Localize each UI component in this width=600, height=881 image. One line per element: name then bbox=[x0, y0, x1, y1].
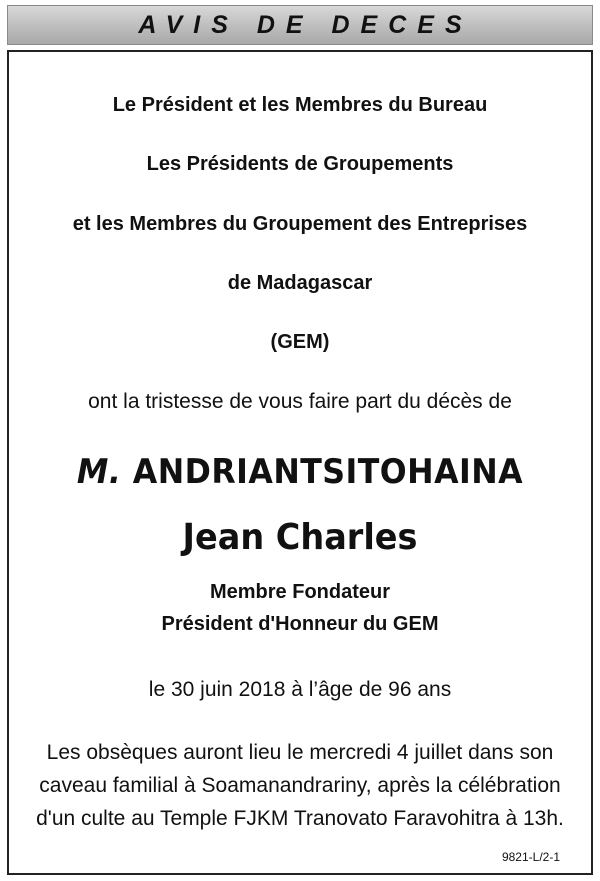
org-line-1: Le Président et les Membres du Bureau bbox=[112, 94, 488, 116]
role-founder: Membre Fondateur bbox=[209, 581, 391, 603]
honorific: M. bbox=[76, 452, 122, 492]
notice-title: AVIS DE DECES bbox=[138, 10, 473, 39]
org-line-2: Les Présidents de Groupements bbox=[146, 153, 454, 175]
funeral-line-3: d'un culte au Temple FJKM Tranovato Faravohitra à 13h. bbox=[36, 807, 564, 830]
header-banner bbox=[7, 5, 593, 45]
reference-code: 9821-L/2-1 bbox=[501, 850, 560, 864]
funeral-line-2: caveau familial à Soamanandrariny, après la célébration bbox=[39, 774, 561, 797]
funeral-line-1: Les obsèques auront lieu le mercredi 4 juillet dans son bbox=[46, 741, 554, 764]
role-honorary-president: Président d'Honneur du GEM bbox=[161, 613, 439, 635]
deceased-given-names: Jean Charles bbox=[182, 517, 418, 558]
death-date: le 30 juin 2018 à l’âge de 96 ans bbox=[148, 678, 452, 701]
org-line-3: et les Membres du Groupement des Entreprises bbox=[72, 213, 528, 235]
deceased-name bbox=[21, 452, 579, 492]
announcement-intro: ont la tristesse de vous faire part du décès de bbox=[88, 390, 512, 413]
org-acronym: (GEM) bbox=[270, 331, 330, 353]
org-line-4: de Madagascar bbox=[227, 272, 373, 294]
deceased-surname: ANDRIANTSITOHAINA bbox=[132, 452, 524, 492]
